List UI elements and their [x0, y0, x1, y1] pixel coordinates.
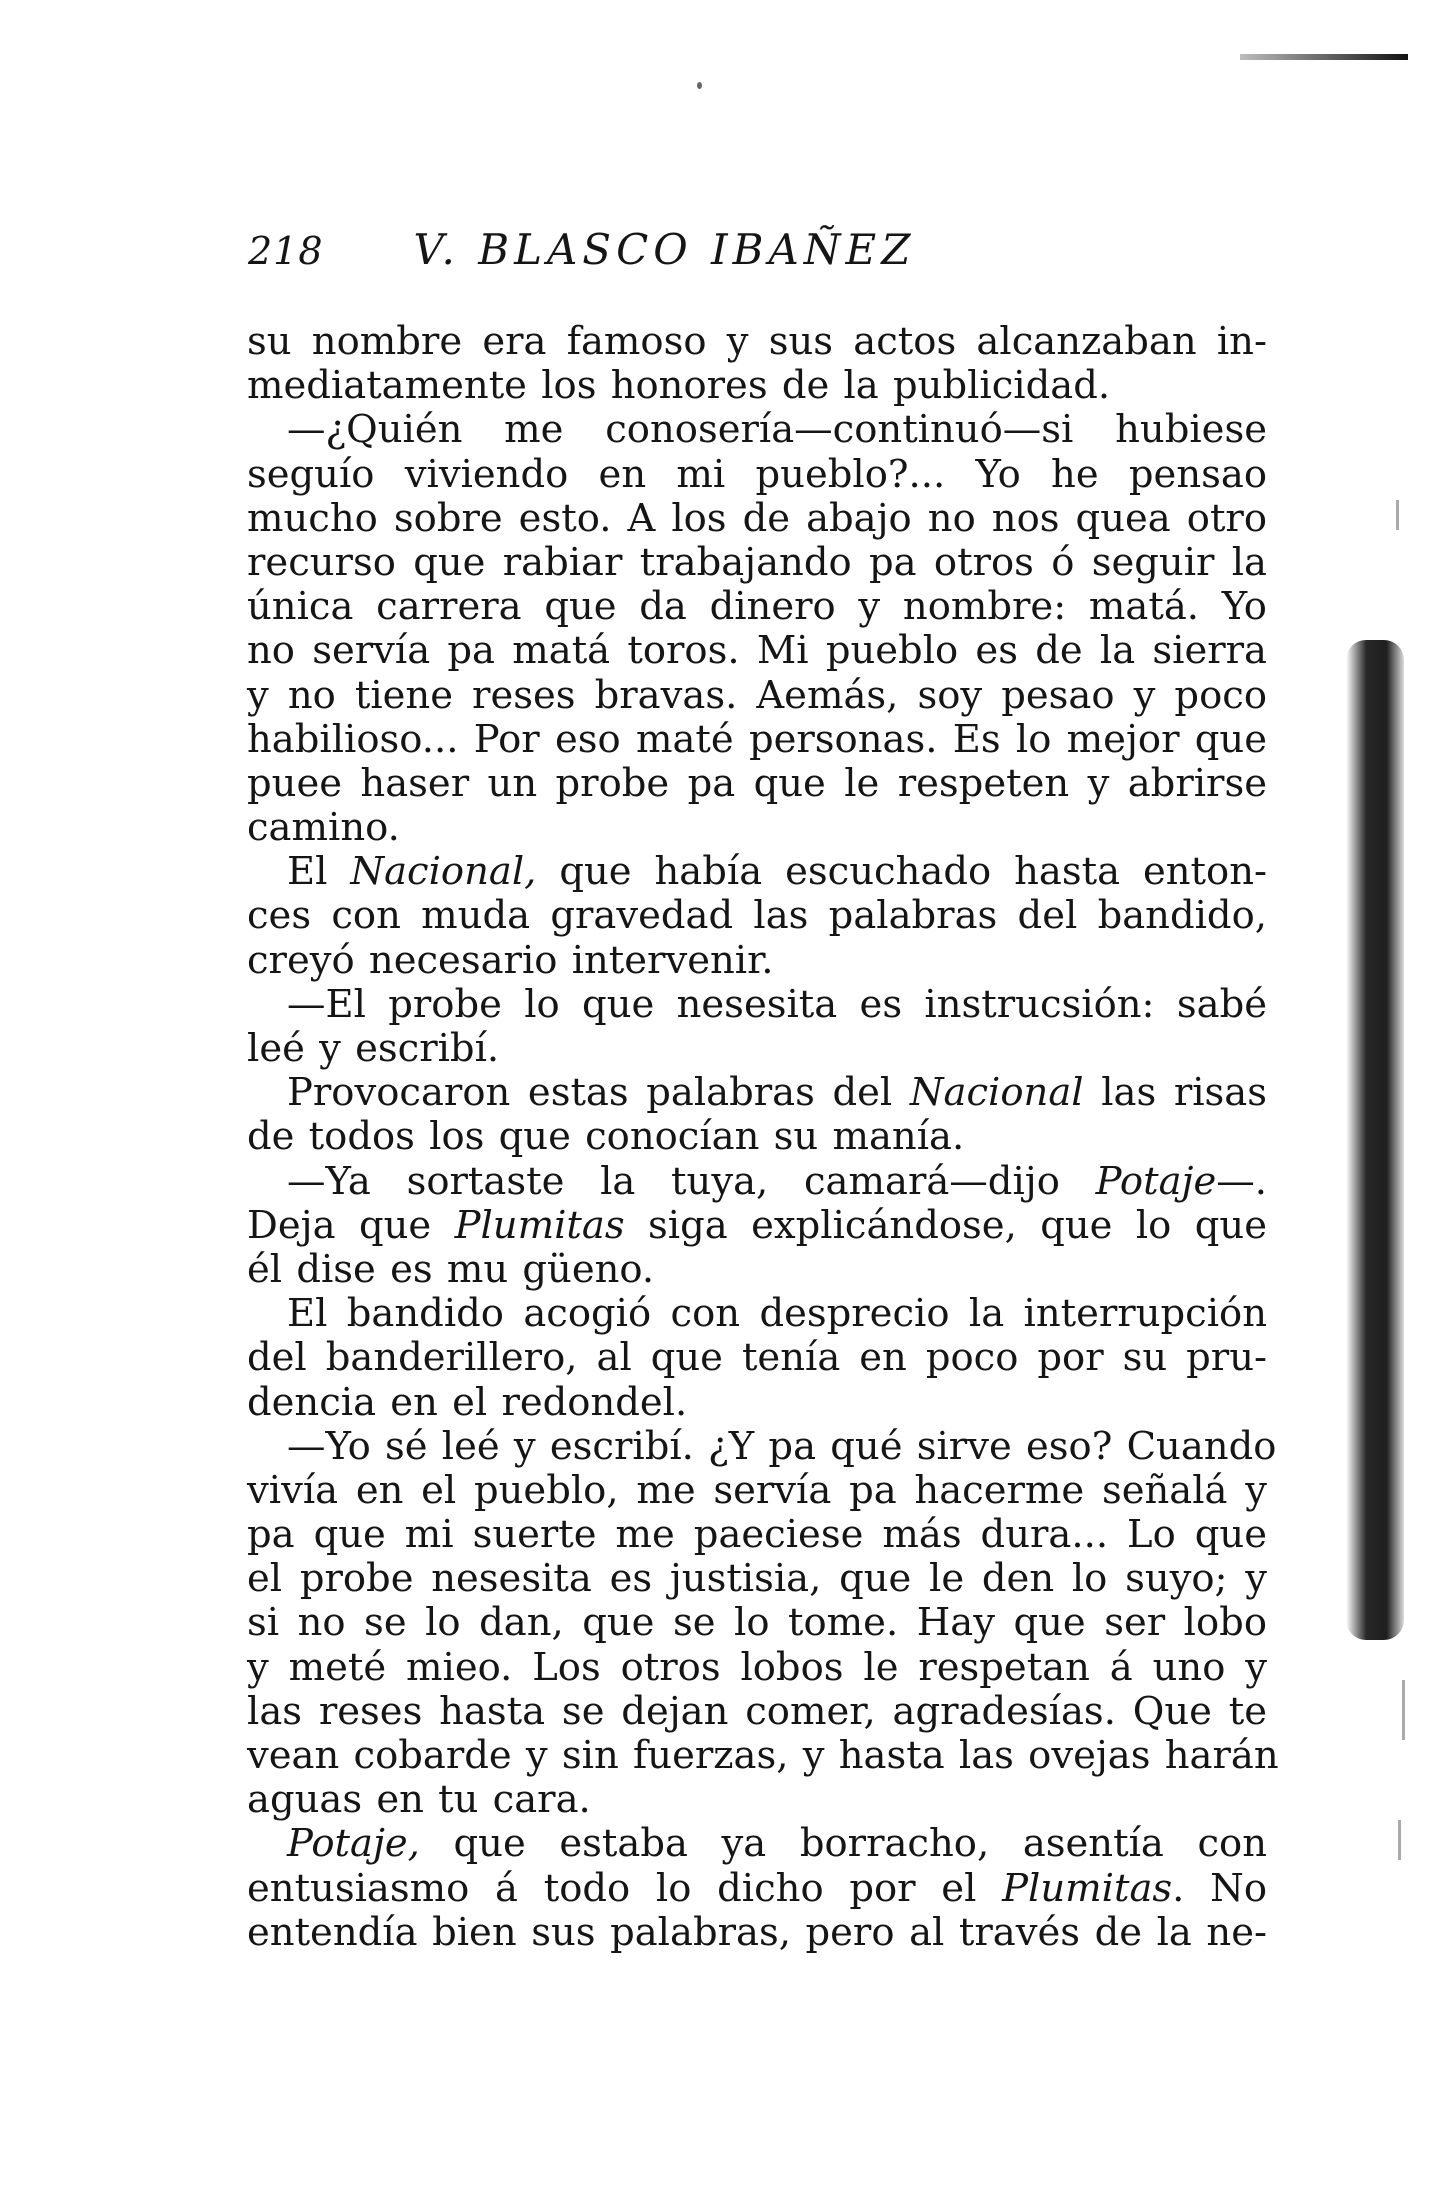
text-line: aguas en tu cara.	[247, 1777, 591, 1823]
text-line: entendía bien sus palabras, pero al través de la ne-	[247, 1909, 1267, 1955]
text-line: Potaje, que estaba ya borracho, asentía con	[287, 1821, 1267, 1867]
text-line: dencia en el redondel.	[247, 1379, 688, 1425]
text-line: —El probe lo que nesesita es instrucsión: sabé	[287, 981, 1267, 1027]
text-line: El bandido acogió con desprecio la interrupción	[287, 1291, 1267, 1337]
text-line: y meté mieo. Los otros lobos le respetan á uno y	[247, 1644, 1267, 1690]
text-line: habilioso... Por eso maté personas. Es lo mejor que	[247, 716, 1267, 762]
text-line: y no tiene reses bravas. Aemás, soy pesao y poco	[247, 672, 1267, 718]
text-line: mucho sobre esto. A los de abajo no nos quea otro	[247, 495, 1267, 541]
text-line: —¿Quién me conosería—continuó—si hubiese	[287, 407, 1267, 453]
text-line: del banderillero, al que tenía en poco por su pru-	[247, 1335, 1267, 1381]
text-line: su nombre era famoso y sus actos alcanzaban in-	[247, 319, 1267, 364]
edge-speck	[1402, 1680, 1405, 1740]
text-line: única carrera que da dinero y nombre: matá. Yo	[247, 584, 1267, 630]
text-line: vean cobarde y sin fuerzas, y hasta las ovejas harán	[247, 1733, 1279, 1778]
text-line: el probe nesesita es justisia, que le den lo suyo; y	[247, 1556, 1267, 1602]
text-line: pa que mi suerte me paeciese más dura... Lo que	[247, 1512, 1267, 1558]
text-line: de todos los que conocían su manía.	[247, 1114, 965, 1160]
page-header	[248, 225, 1248, 295]
text-line: mediatamente los honores de la publicidad.	[247, 363, 1111, 409]
text-line: él dise es mu güeno.	[247, 1246, 655, 1292]
text-line: —Ya sortaste la tuya, camará—dijo Potaje—.	[287, 1158, 1267, 1204]
text-line: Provocaron estas palabras del Nacional las risas	[287, 1070, 1268, 1116]
text-line: recurso que rabiar trabajando pa otros ó seguir la	[247, 539, 1267, 585]
body-text	[247, 319, 1279, 1955]
text-line: —Yo sé leé y escribí. ¿Y pa qué sirve eso? Cuando	[287, 1423, 1277, 1469]
text-line: creyó necesario intervenir.	[247, 937, 774, 983]
text-line: vivía en el pueblo, me servía pa hacerme señalá y	[247, 1467, 1267, 1513]
scan-artifact-dot	[697, 82, 702, 89]
text-line: camino.	[247, 805, 400, 851]
page-edge-shadow	[1346, 640, 1404, 1640]
text-line: ces con muda gravedad las palabras del bandido,	[247, 893, 1267, 939]
text-line: las reses hasta se dejan comer, agradesías. Que te	[247, 1688, 1267, 1734]
text-line: Deja que Plumitas siga explicándose, que lo que	[247, 1202, 1267, 1248]
text-line: entusiasmo á todo lo dicho por el Plumitas. No	[247, 1865, 1268, 1911]
scan-artifact-rule	[1240, 54, 1408, 60]
text-line: si no se lo dan, que se lo tome. Hay que ser lobo	[247, 1600, 1267, 1646]
edge-speck	[1398, 1820, 1401, 1860]
edge-speck	[1396, 500, 1399, 530]
text-line: seguío viviendo en mi pueblo?... Yo he pensao	[247, 451, 1267, 497]
page-number: 218	[248, 229, 324, 273]
text-line: puee haser un probe pa que le respeten y abrirse	[247, 760, 1267, 806]
text-line: leé y escribí.	[247, 1026, 500, 1071]
running-head: V. BLASCO IBAÑEZ	[413, 225, 916, 274]
text-line: El Nacional, que había escuchado hasta enton-	[287, 849, 1268, 895]
text-line: no servía pa matá toros. Mi pueblo es de la sierra	[247, 628, 1267, 674]
